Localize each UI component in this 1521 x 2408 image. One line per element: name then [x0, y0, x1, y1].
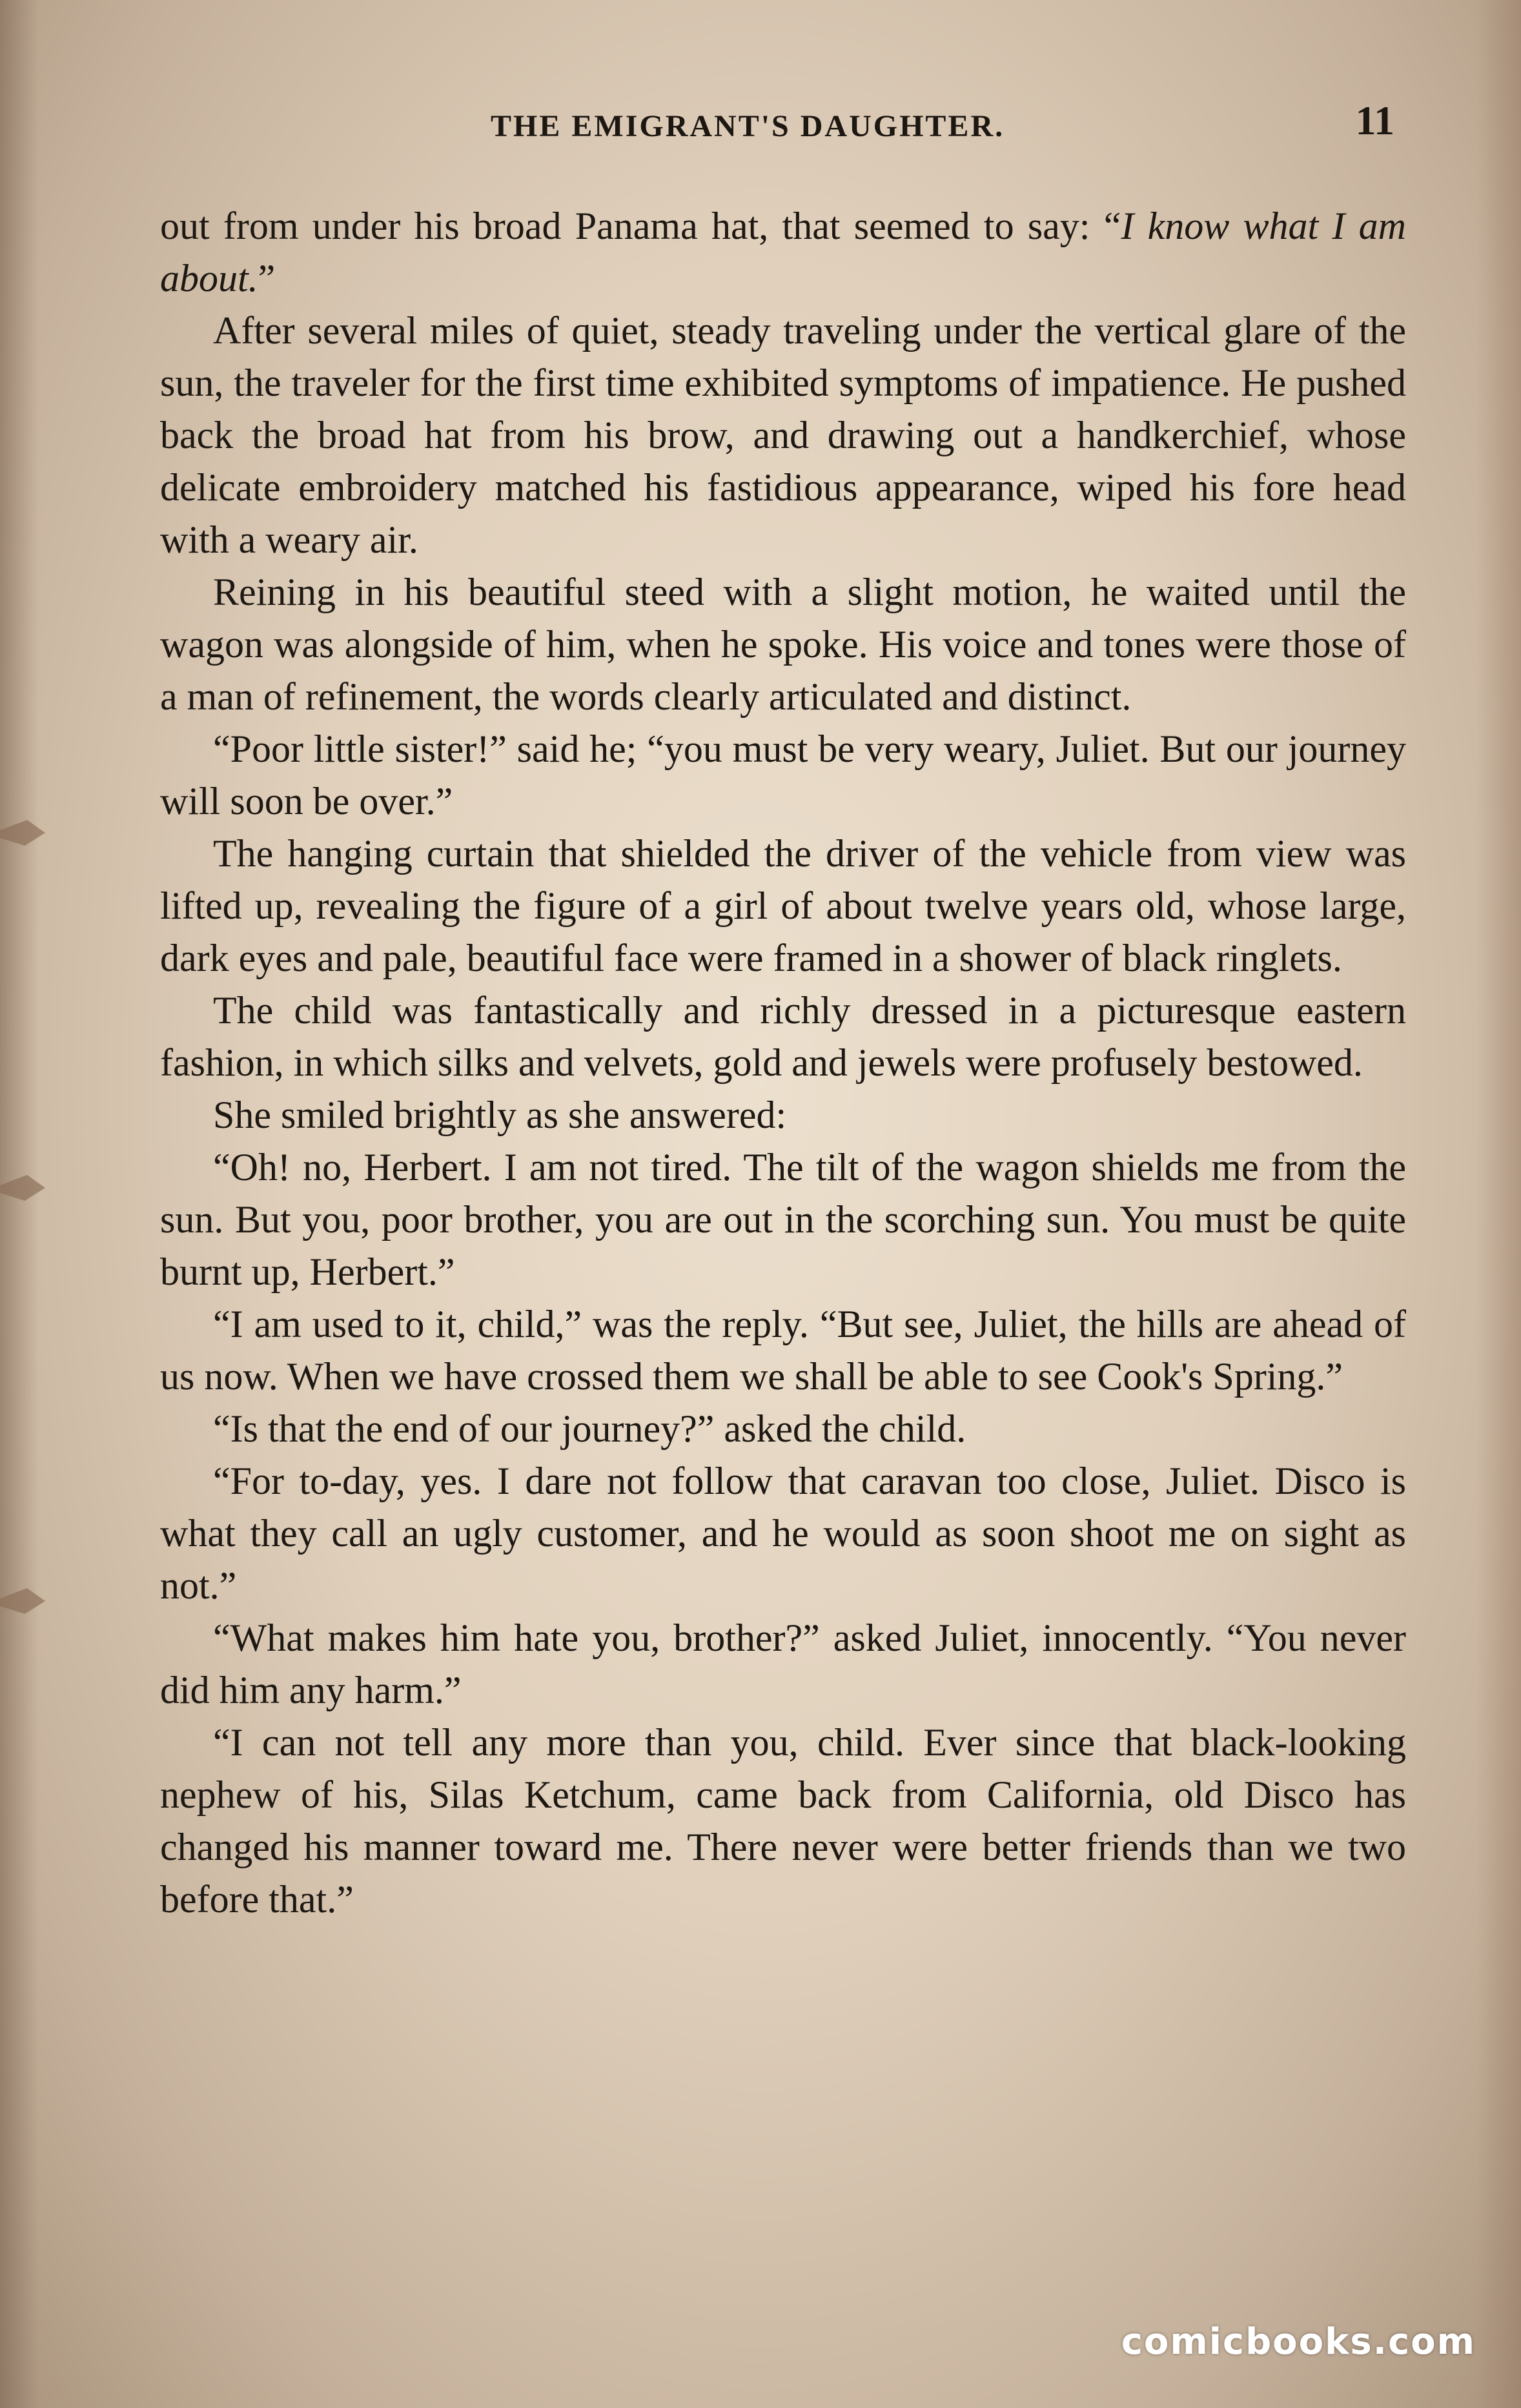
page-tear-mark: [0, 1588, 45, 1614]
paragraph: “I can not tell any more than you, child. Ever since that black-looking nephew of his, Silas Ketchum, came back from California, old Disco has changed his manner toward me. There never were better friends than we two before that.”: [160, 1721, 1406, 1921]
page-number: 11: [1355, 97, 1394, 143]
paragraph: Reining in his beautiful steed with a slight motion, he waited until the wagon was alongside of him, when he spoke. His voice and tones were those of a man of refinement, the words clearly articulated and distinct.: [160, 571, 1406, 718]
paragraph: “For to-day, yes. I dare not follow that caravan too close, Juliet. Disco is what they call an ugly customer, and he would as soon shoot me on sight as not.”: [160, 1460, 1406, 1607]
paragraph: The hanging curtain that shielded the driver of the vehicle from view was lifted up, revealing the figure of a girl of about twelve years old, whose large, dark eyes and pale, beautiful face were framed in a shower of black ringlets.: [160, 832, 1406, 979]
paragraph: “I am used to it, child,” was the reply. “But see, Juliet, the hills are ahead of us now. When we have crossed them we shall be able to see Cook's Spring.”: [160, 1303, 1406, 1398]
italic-quote: I know what I am about.: [160, 205, 1406, 300]
paragraph-text: ”: [258, 257, 276, 300]
page-tear-mark: [0, 1175, 45, 1201]
site-watermark: comicbooks.com: [1121, 2321, 1476, 2363]
paragraph: She smiled brightly as she answered:: [213, 1094, 787, 1136]
running-title: THE EMIGRANT'S DAUGHTER.: [491, 109, 1005, 143]
page-tear-mark: [0, 820, 45, 846]
paragraph: “Is that the end of our journey?” asked the child.: [213, 1407, 966, 1450]
paragraph: “Poor little sister!” said he; “you must be very weary, Juliet. But our journey will soon be over.”: [160, 728, 1406, 822]
paragraph: The child was fantastically and richly dressed in a picturesque eastern fashion, in which silks and velvets, gold and jewels were profusely bestowed.: [160, 989, 1406, 1084]
paragraph: “Oh! no, Herbert. I am not tired. The tilt of the wagon shields me from the sun. But you, poor brother, you are out in the scorching sun. You must be quite burnt up, Herbert.”: [160, 1146, 1406, 1293]
paragraph: After several miles of quiet, steady traveling under the vertical glare of the sun, the traveler for the first time exhibited symptoms of impatience. He pushed back the broad hat from his brow, and drawing out a handkerchief, whose delicate embroidery matched his fastidious appearance, wiped his fore head with a weary air.: [160, 309, 1406, 561]
paragraph: “What makes him hate you, brother?” asked Juliet, innocently. “You never did him any harm.”: [160, 1617, 1406, 1711]
running-head: [161, 97, 1401, 155]
paragraph-text: out from under his broad Panama hat, that seemed to say: “: [160, 205, 1121, 247]
paragraph: [160, 200, 1406, 305]
body-text: [160, 200, 1406, 1926]
